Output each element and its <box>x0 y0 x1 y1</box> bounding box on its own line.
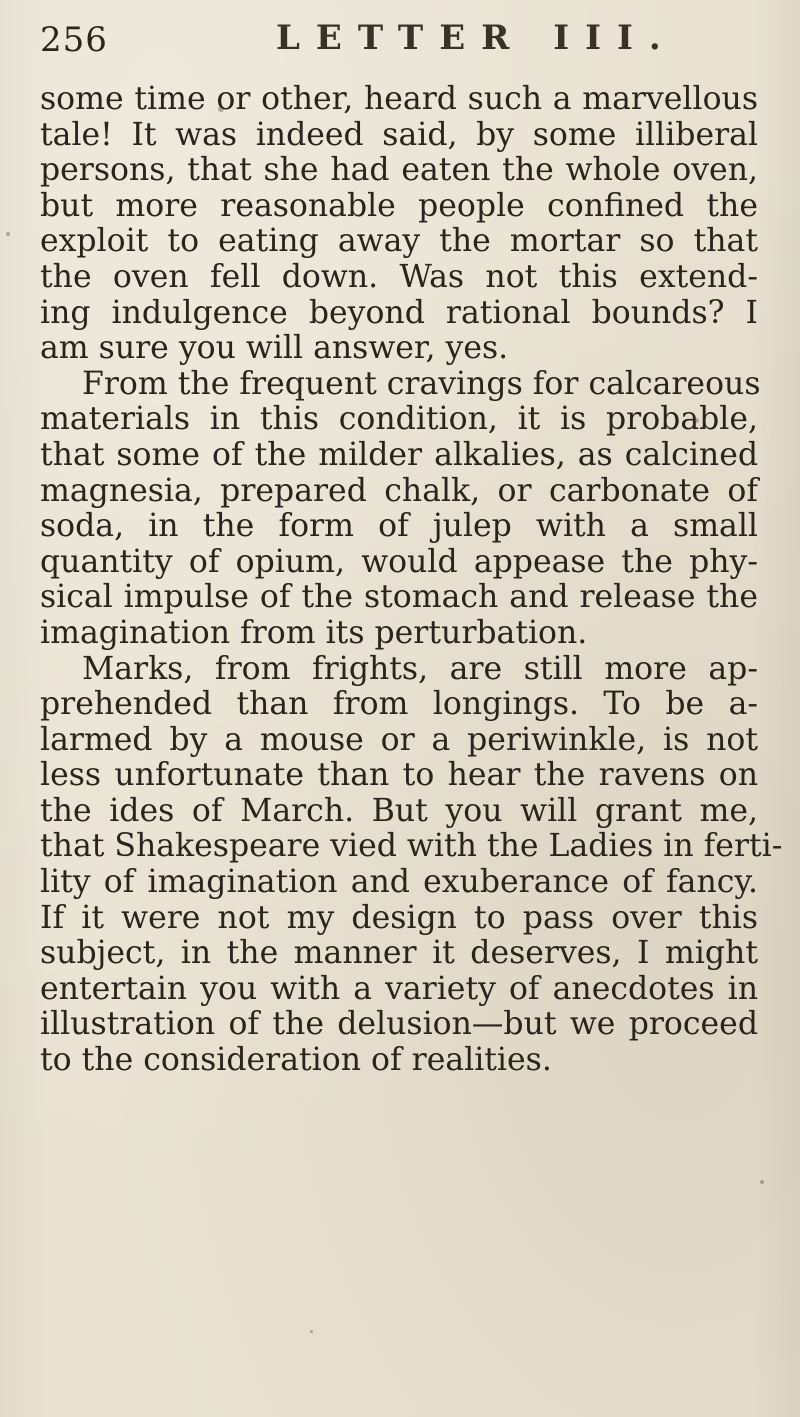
page-number: 256 <box>40 20 108 60</box>
paper-speck <box>6 232 10 236</box>
text-line: prehended than from longings. To be a- <box>40 686 758 723</box>
text-line: exploit to eating away the mortar so that <box>40 223 758 260</box>
text-line: quantity of opium, would appease the phy- <box>40 543 758 580</box>
text-line: ing indulgence beyond rational bounds? I <box>40 294 758 331</box>
paper-speck <box>694 418 699 423</box>
text-line: materials in this condition, it is probable, <box>40 401 758 438</box>
text-line: soda, in the form of julep with a small <box>40 508 758 545</box>
text-line: If it were not my design to pass over this <box>40 899 758 936</box>
text-line: tale! It was indeed said, by some illiberal <box>40 116 758 153</box>
running-head: LETTER III. <box>276 18 677 58</box>
body-text <box>40 81 783 1079</box>
text-line: larmed by a mouse or a periwinkle, is not <box>40 721 758 758</box>
text-line: Marks, from frights, are still more ap- <box>82 650 758 687</box>
paper-speck <box>760 1180 764 1184</box>
text-line: persons, that she had eaten the whole oven, <box>40 152 758 189</box>
text-line: magnesia, prepared chalk, or carbonate of <box>40 472 758 509</box>
text-line: that Shakespeare vied with the Ladies in ferti- <box>40 828 783 865</box>
text-line: sical impulse of the stomach and release the <box>40 579 758 616</box>
text-line: less unfortunate than to hear the ravens on <box>40 757 758 794</box>
text-line: am sure you will answer, yes. <box>40 330 509 367</box>
paper-speck <box>310 1330 313 1333</box>
text-line: imagination from its perturbation. <box>40 614 588 651</box>
paper-speck <box>218 106 224 112</box>
text-line: entertain you with a variety of anecdotes in <box>40 970 758 1007</box>
text-line: the oven fell down. Was not this extend- <box>40 258 758 295</box>
text-line: the ides of March. But you will grant me, <box>40 792 758 829</box>
text-line: illustration of the delusion—but we proceed <box>40 1006 758 1043</box>
text-line: lity of imagination and exuberance of fancy. <box>40 864 758 901</box>
text-line: that some of the milder alkalies, as calcined <box>40 436 758 473</box>
book-page <box>40 0 783 1417</box>
text-line: but more reasonable people confined the <box>40 187 758 224</box>
text-line: From the frequent cravings for calcareous <box>82 365 761 402</box>
text-line: subject, in the manner it deserves, I might <box>40 935 758 972</box>
page-header <box>40 12 780 58</box>
text-line: some time or other, heard such a marvellous <box>40 81 758 117</box>
text-line: to the consideration of realities. <box>40 1042 552 1079</box>
